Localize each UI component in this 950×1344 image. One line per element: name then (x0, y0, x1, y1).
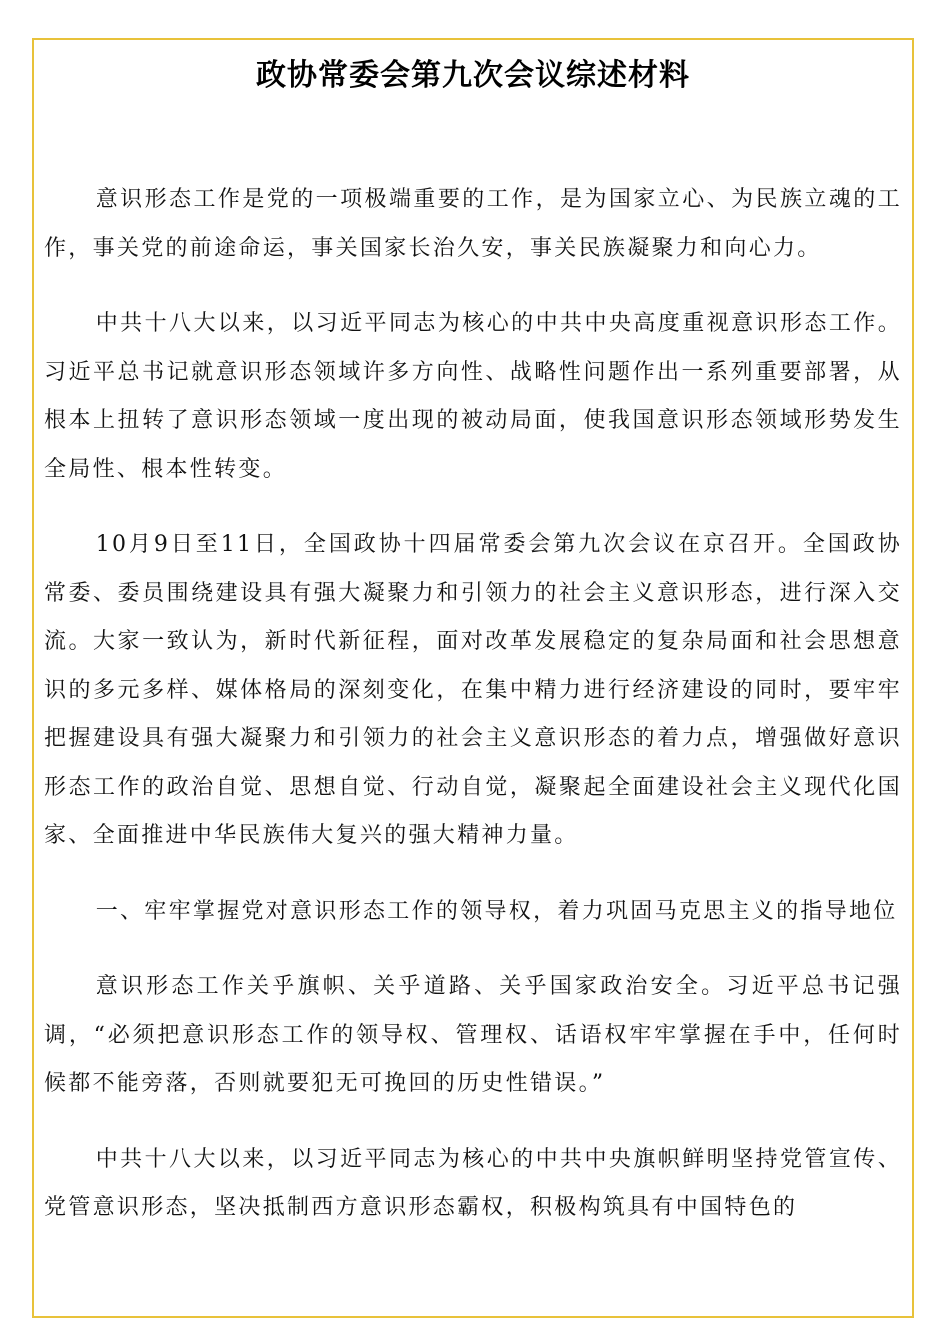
paragraph-party-leadership: 中共十八大以来，以习近平同志为核心的中共中央旗帜鲜明坚持党管宣传、党管意识形态，坚决抵制西方意识形态霸权，积极构筑具有中国特色的 (44, 1146, 902, 1220)
paragraph-intro: 意识形态工作是党的一项极端重要的工作，是为国家立心、为民族立魂的工作，事关党的前途命运，事关国家长治久安，事关民族凝聚力和向心力。 (44, 187, 902, 261)
document-page (32, 38, 914, 1318)
document-title: 政协常委会第九次会议综述材料 (256, 58, 690, 93)
paragraph-ideology-importance: 意识形态工作关乎旗帜、关乎道路、关乎国家政治安全。习近平总书记强调，“必须把意识形态工作的领导权、管理权、话语权牢牢掌握在手中，任何时候都不能旁落，否则就要犯无可挽回的历史性错误。” (44, 974, 902, 1096)
paragraph-since-18th-congress: 中共十八大以来，以习近平同志为核心的中共中央高度重视意识形态工作。习近平总书记就意识形态领域许多方向性、战略性问题作出一系列重要部署，从根本上扭转了意识形态领域一度出现的被动局面，使我国意识形态领域形势发生全局性、根本性转变。 (44, 311, 902, 482)
paragraph-meeting-summary: 10月9日至11日，全国政协十四届常委会第九次会议在京召开。全国政协常委、委员围绕建设具有强大凝聚力和引领力的社会主义意识形态，进行深入交流。大家一致认为，新时代新征程，面对改革发展稳定的复杂局面和社会思想意识的多元多样、媒体格局的深刻变化，在集中精力进行经济建设的同时，要牢牢把握建设具有强大凝聚力和引领力的社会主义意识形态的着力点，增强做好意识形态工作的政治自觉、思想自觉、行动自觉，凝聚起全面建设社会主义现代化国家、全面推进中华民族伟大复兴的强大精神力量。 (44, 532, 902, 848)
section-heading-1: 一、牢牢掌握党对意识形态工作的领导权，着力巩固马克思主义的指导地位 (95, 898, 898, 924)
document-body (44, 176, 902, 1260)
